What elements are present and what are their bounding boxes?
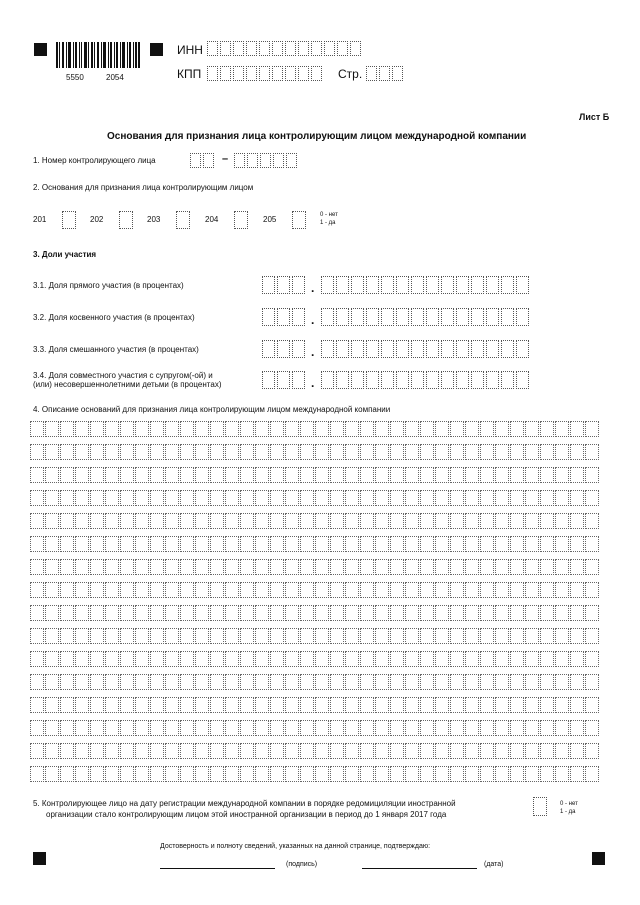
description-grid-row[interactable] [30,444,599,460]
section-5-legend-yes: 1 - да [560,809,576,815]
code-204-field[interactable] [234,211,248,229]
kpp-field[interactable] [207,66,322,81]
description-grid-row[interactable] [30,674,599,690]
share-31-integer-field[interactable] [262,276,305,294]
inn-label: ИНН [177,43,203,57]
registration-marker-top-left [34,43,47,56]
section-5-text-line1: 5. Контролирующее лицо на дату регистрации международной компании в порядке редомициляции иностранной [33,799,456,808]
share-34-fraction-field[interactable] [321,371,529,389]
registration-marker-bottom-right [592,852,605,865]
sheet-label: Лист Б [579,112,610,122]
share-32-integer-field[interactable] [262,308,305,326]
controlling-person-number-part1[interactable] [190,153,214,168]
inn-field[interactable] [207,41,361,56]
description-grid-row[interactable] [30,513,599,529]
share-32-label: 3.2. Доля косвенного участия (в процентах) [33,313,195,322]
kpp-label: КПП [177,67,202,81]
share-34-integer-field[interactable] [262,371,305,389]
share-31-label: 3.1. Доля прямого участия (в процентах) [33,281,184,290]
share-33-decimal-point: . [311,345,315,359]
date-line[interactable] [362,868,477,869]
code-205-field[interactable] [292,211,306,229]
description-grid-row[interactable] [30,582,599,598]
code-205-label: 205 [263,215,277,224]
barcode-image [56,42,140,68]
code-203-field[interactable] [176,211,190,229]
code-202-label: 202 [90,215,104,224]
share-31-fraction-field[interactable] [321,276,529,294]
section-5-legend-no: 0 - нет [560,801,578,807]
section-3-title: 3. Доли участия [33,250,97,259]
description-grid-row[interactable] [30,467,599,483]
description-grid-row[interactable] [30,490,599,506]
share-33-fraction-field[interactable] [321,340,529,358]
section-5-field[interactable] [533,797,547,816]
code-201-label: 201 [33,215,47,224]
number-separator: – [222,153,229,165]
share-33-integer-field[interactable] [262,340,305,358]
description-grid-row[interactable] [30,628,599,644]
barcode-number-right: 2054 [106,73,124,82]
description-grid-row[interactable] [30,720,599,736]
registration-marker-bottom-left [33,852,46,865]
share-34-label-line1: 3.4. Доля совместного участия с супругом(-ой) и [33,371,213,380]
signature-line[interactable] [160,868,275,869]
description-grid-row[interactable] [30,421,599,437]
description-grid-row[interactable] [30,605,599,621]
controlling-person-number-label: 1. Номер контролирующего лица [33,156,156,165]
description-grid-row[interactable] [30,559,599,575]
description-grid-row[interactable] [30,743,599,759]
share-33-label: 3.3. Доля смешанного участия (в процентах) [33,345,199,354]
legend-yes: 1 - да [320,220,336,226]
page-number-field[interactable] [366,66,403,81]
description-grid-row[interactable] [30,651,599,667]
description-grid-row[interactable] [30,536,599,552]
description-grid-row[interactable] [30,697,599,713]
form-title: Основания для признания лица контролирующим лицом международной компании [107,131,527,142]
grounds-label: 2. Основания для признания лица контролирующим лицом [33,183,254,192]
description-grid-row[interactable] [30,766,599,782]
share-34-decimal-point: . [311,376,315,390]
page-label: Стр. [338,67,363,81]
section-4-title: 4. Описание оснований для признания лица контролирующим лицом международной компании [33,405,391,414]
share-32-fraction-field[interactable] [321,308,529,326]
legend-no: 0 - нет [320,212,338,218]
share-31-decimal-point: . [311,281,315,295]
code-203-label: 203 [147,215,161,224]
date-label: (дата) [484,861,504,868]
confirmation-text: Достоверность и полноту сведений, указанных на данной странице, подтверждаю: [160,843,431,850]
signature-label: (подпись) [286,861,318,868]
code-204-label: 204 [205,215,219,224]
share-32-decimal-point: . [311,313,315,327]
code-202-field[interactable] [119,211,133,229]
share-34-label-line2: (или) несовершеннолетними детьми (в процентах) [33,380,222,389]
section-5-text-line2: организации стало контролирующим лицом этой иностранной организации в период до 1 января 2017 года [46,810,447,819]
barcode-number-left: 5550 [66,73,84,82]
code-201-field[interactable] [62,211,76,229]
registration-marker-top-right [150,43,163,56]
controlling-person-number-part2[interactable] [234,153,297,168]
